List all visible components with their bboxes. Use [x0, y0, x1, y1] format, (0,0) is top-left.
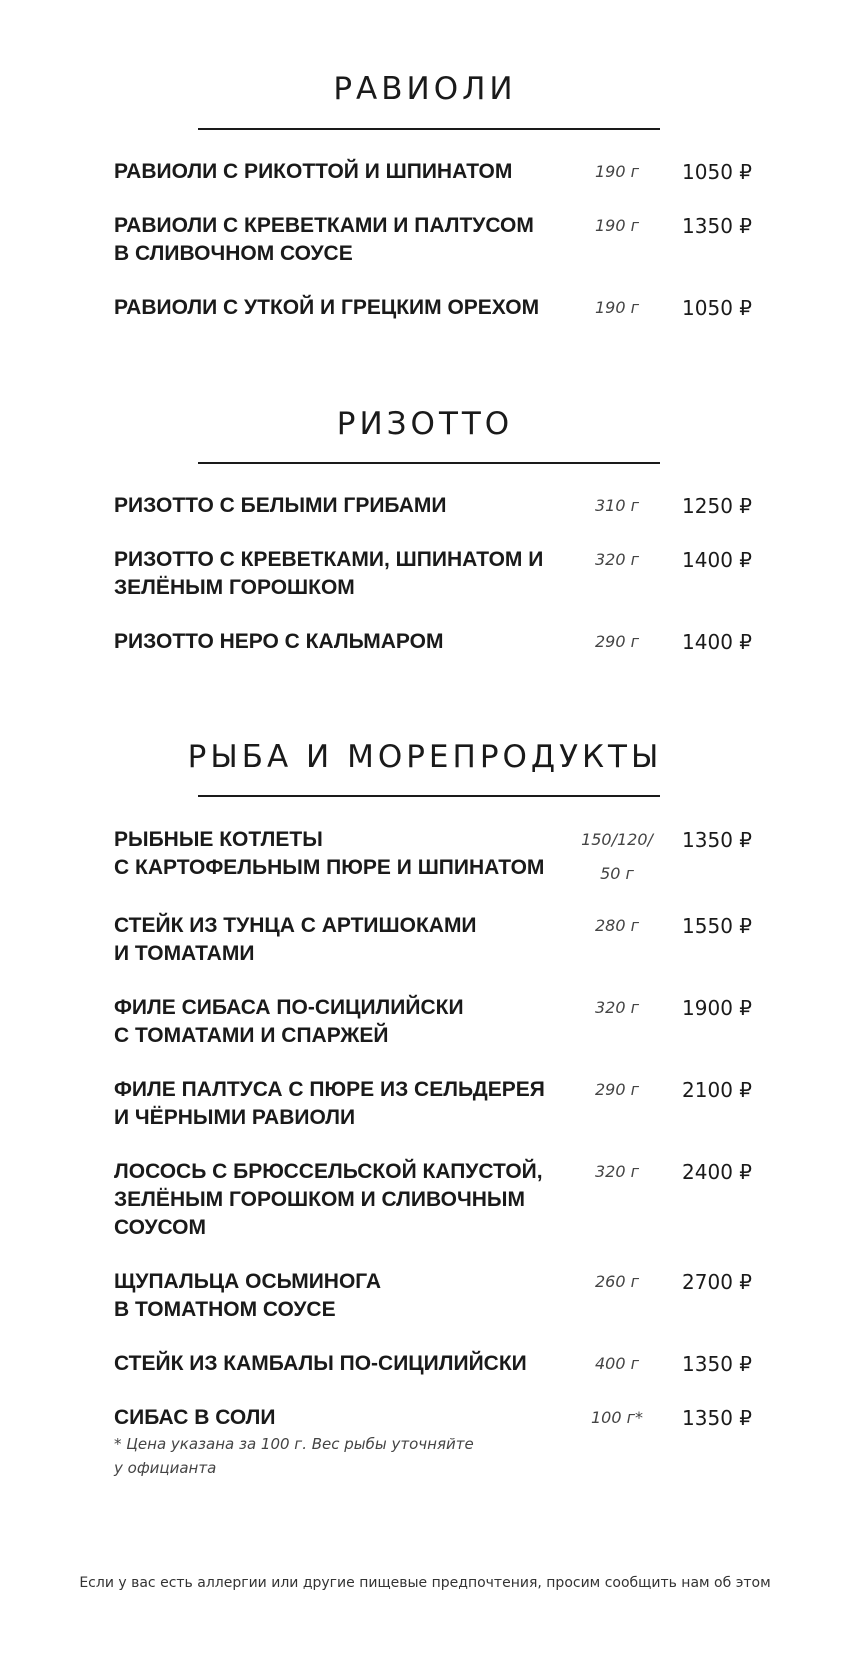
item-name: СИБАС В СОЛИ: [114, 1406, 276, 1429]
item-weight: 190 г: [594, 216, 640, 235]
item-weight: 290 г: [594, 1080, 640, 1099]
section-title: РЫБА И МОРЕПРОДУКТЫ: [187, 739, 663, 775]
allergy-footer-note: Если у вас есть аллергии или другие пищевые предпочтения, просим сообщить нам об этом: [79, 1575, 771, 1591]
item-weight: 190 г: [594, 162, 640, 181]
item-price: 1400 ₽: [682, 630, 752, 654]
section-title: РАВИОЛИ: [333, 71, 517, 107]
item-name: РАВИОЛИ С РИКОТТОЙ И ШПИНАТОМ: [114, 160, 513, 183]
item-name: РЫБНЫЕ КОТЛЕТЫ С КАРТОФЕЛЬНЫМ ПЮРЕ И ШПИНАТОМ: [114, 828, 545, 879]
item-weight: 290 г: [594, 632, 640, 651]
item-weight: 320 г: [594, 550, 640, 569]
item-name: СТЕЙК ИЗ КАМБАЛЫ ПО-СИЦИЛИЙСКИ: [114, 1352, 527, 1375]
item-price: 1350 ₽: [682, 1352, 752, 1376]
item-price: 1050 ₽: [682, 296, 752, 320]
item-weight: 320 г: [594, 1162, 640, 1181]
item-name: РИЗОТТО С КРЕВЕТКАМИ, ШПИНАТОМ И ЗЕЛЁНЫМ ГОРОШКОМ: [114, 548, 544, 599]
item-weight: 150/120/ 50 г: [581, 830, 653, 883]
section-divider: [198, 128, 660, 130]
item-price: 1550 ₽: [682, 914, 752, 938]
item-weight: 400 г: [594, 1354, 640, 1373]
item-weight: 190 г: [594, 298, 640, 317]
item-name: ЛОСОСЬ С БРЮССЕЛЬСКОЙ КАПУСТОЙ, ЗЕЛЁНЫМ ГОРОШКОМ И СЛИВОЧНЫМ СОУСОМ: [114, 1160, 543, 1239]
section-title: РИЗОТТО: [336, 406, 514, 442]
item-name: РИЗОТТО С БЕЛЫМИ ГРИБАМИ: [114, 494, 447, 517]
item-weight: 100 г*: [590, 1408, 644, 1427]
item-price: 1250 ₽: [682, 494, 752, 518]
item-price: 1900 ₽: [682, 996, 752, 1020]
item-price: 2400 ₽: [682, 1160, 752, 1184]
item-name: ФИЛЕ СИБАСА ПО-СИЦИЛИЙСКИ С ТОМАТАМИ И СПАРЖЕЙ: [114, 996, 464, 1047]
section-divider: [198, 462, 660, 464]
item-weight: 260 г: [594, 1272, 640, 1291]
item-price: 1350 ₽: [682, 828, 752, 852]
item-price: 1350 ₽: [682, 214, 752, 238]
item-name: СТЕЙК ИЗ ТУНЦА С АРТИШОКАМИ И ТОМАТАМИ: [114, 914, 477, 965]
item-price: 2100 ₽: [682, 1078, 752, 1102]
item-weight: 320 г: [594, 998, 640, 1017]
item-name: РИЗОТТО НЕРО С КАЛЬМАРОМ: [114, 630, 444, 653]
item-weight: 310 г: [594, 496, 640, 515]
item-price: 1050 ₽: [682, 160, 752, 184]
item-name: ФИЛЕ ПАЛТУСА С ПЮРЕ ИЗ СЕЛЬДЕРЕЯ И ЧЁРНЫМИ РАВИОЛИ: [114, 1078, 545, 1129]
item-name: РАВИОЛИ С УТКОЙ И ГРЕЦКИМ ОРЕХОМ: [114, 296, 540, 319]
item-weight: 280 г: [594, 916, 640, 935]
item-name: ЩУПАЛЬЦА ОСЬМИНОГА В ТОМАТНОМ СОУСЕ: [114, 1270, 382, 1321]
section-divider: [198, 795, 660, 797]
item-footnote: * Цена указана за 100 г. Вес рыбы уточняйте у официанта: [114, 1435, 474, 1477]
item-price: 2700 ₽: [682, 1270, 752, 1294]
item-name: РАВИОЛИ С КРЕВЕТКАМИ И ПАЛТУСОМ В СЛИВОЧНОМ СОУСЕ: [114, 214, 534, 265]
item-price: 1400 ₽: [682, 548, 752, 572]
item-price: 1350 ₽: [682, 1406, 752, 1430]
